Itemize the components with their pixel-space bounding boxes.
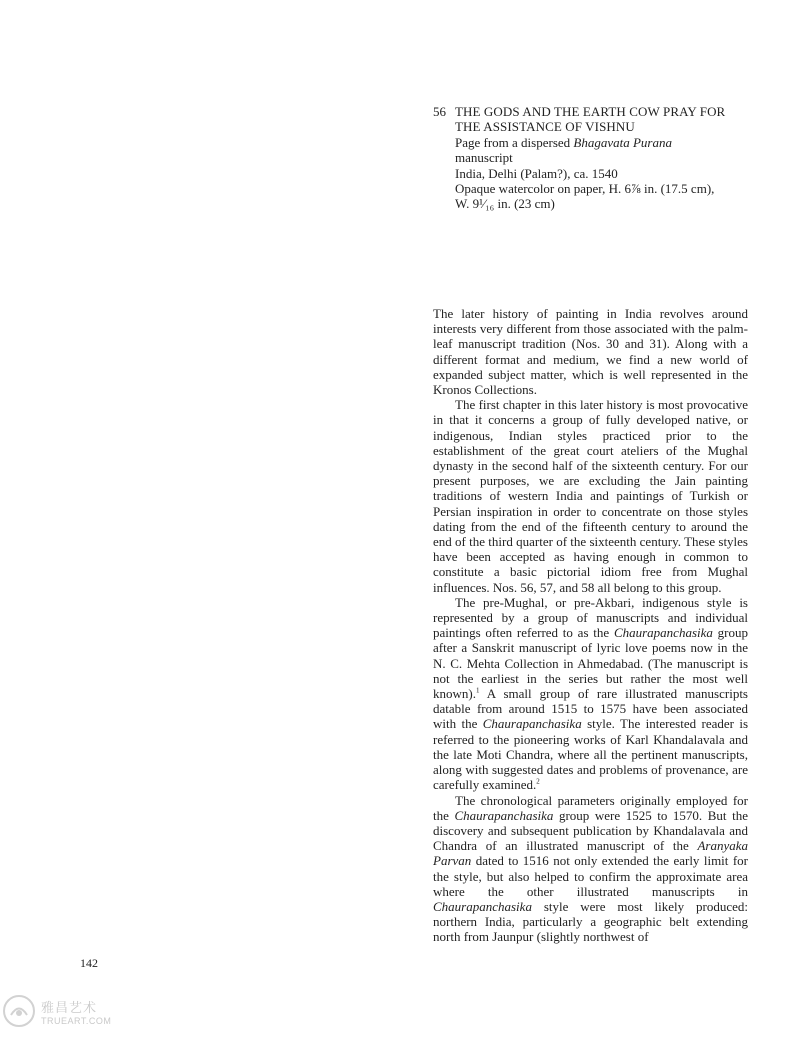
watermark-url: TRUEART.COM <box>41 1015 112 1026</box>
paragraph-3-italic-2: Chaurapanchasika <box>482 716 582 732</box>
paragraph-3-text-d: style. The interested reader is referred to the pioneering works of Karl Khandalavala and the late Moti Chandra, where all the pertinent manuscripts, along with suggested dates and problems of provenance, are carefully examined. <box>433 716 749 793</box>
plate-number: 56 <box>433 104 446 119</box>
watermark-text <box>41 997 111 1026</box>
caption-title-line-1: THE GODS AND THE EARTH COW PRAY FOR <box>455 104 726 119</box>
paragraph-3-text-c: A small group of rare illustrated manuscripts datable from around 1515 to 1575 have been associated with the <box>433 686 748 732</box>
caption-source-text: Page from a dispersed <box>455 134 574 150</box>
watermark-title: 雅昌艺术 <box>41 999 98 1015</box>
paragraph-4 <box>433 793 748 945</box>
caption-body <box>455 104 753 212</box>
figure-caption <box>433 104 753 212</box>
paragraph-3-italic-1: Chaurapanchasika <box>613 625 713 641</box>
caption-dimensions-line: W. 9¹⁄₁₆ in. (23 cm) <box>455 196 555 212</box>
caption-title-line-2: THE ASSISTANCE OF VISHNU <box>455 119 635 135</box>
caption-origin-line: India, Delhi (Palam?), ca. 1540 <box>455 165 618 181</box>
paragraph-4-text-c: dated to 1516 not only extended the early limit for the style, but also helped to confirm the approximate area where the other illustrated manuscripts in <box>433 853 748 899</box>
caption-source-line <box>455 135 753 150</box>
watermark-logo-icon <box>2 994 36 1028</box>
footnote-ref-1: 1 <box>475 686 480 695</box>
paragraph-4-text-b: group were 1525 to 1570. But the discovery and subsequent publication by Khandalavala and Chandra of an illustrated manuscript of the <box>433 807 748 854</box>
paragraph-3-text-a: The pre-Mughal, or pre-Akbari, indigenous style is represented by a group of manuscripts and individual paintings often referred to as the <box>433 594 748 641</box>
paragraph-4-italic-2: Aranyaka Parvan <box>433 838 748 869</box>
paragraph-4-italic-1: Chaurapanchasika <box>454 807 554 823</box>
page-number: 142 <box>80 956 98 970</box>
paragraph-4-text-d: style were most likely produced: northern India, particularly a geographic belt extending north from Jaunpur (slightly northwest of <box>433 898 748 945</box>
paragraph-4-text-a: The chronological parameters originally employed for the <box>433 792 748 823</box>
paragraph-4-italic-3: Chaurapanchasika <box>433 898 532 914</box>
body-text <box>433 306 748 945</box>
paragraph-3 <box>433 595 748 793</box>
caption-manuscript-line: manuscript <box>455 150 513 166</box>
paragraph-2: The first chapter in this later history is most provocative in that it concerns a group of fully developed native, or indigenous, Indian styles practiced prior to the establishment of the great court ateliers of the Mughal dynasty in the second half of the sixteenth century. For our present purposes, we are excluding the Jain painting traditions of western India and paintings of Turkish or Persian inspiration in order to concentrate on those styles dating from the end of the fifteenth century to around the end of the third quarter of the sixteenth century. These styles have been accepted as having enough in common to constitute a basic pictorial idiom free from Mughal influences. Nos. 56, 57, and 58 all belong to this group. <box>433 397 748 595</box>
caption-source-title: Bhagavata Purana <box>573 134 672 150</box>
paragraph-3-text-b: group after a Sanskrit manuscript of lyric love poems now in the N. C. Mehta Collection in Ahmedabad. (The manuscript is not the earliest in the series but rather the most well known). <box>433 625 748 702</box>
footnote-ref-2: 2 <box>536 777 540 786</box>
caption-medium-line: Opaque watercolor on paper, H. 6⅞ in. (17.5 cm), <box>455 181 715 197</box>
paragraph-1: The later history of painting in India revolves around interests very different from those associated with the palm-leaf manuscript tradition (Nos. 30 and 31). Along with a different format and medium, we find a new world of expanded subject matter, which is well represented in the Kronos Collections. <box>433 306 748 398</box>
watermark <box>2 994 111 1028</box>
